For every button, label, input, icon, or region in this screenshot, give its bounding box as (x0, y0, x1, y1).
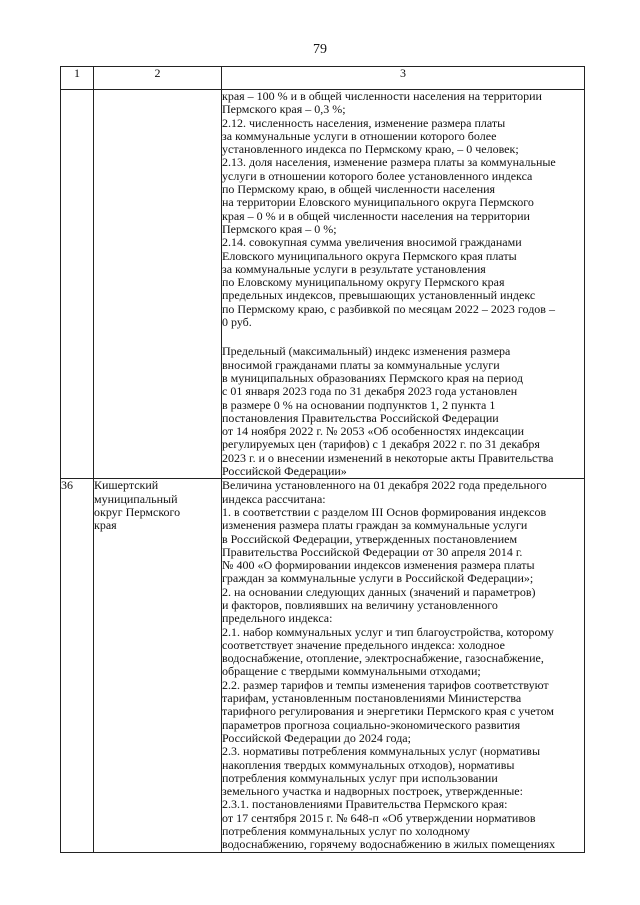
text-line: водоснабжению, горячему водоснабжению в жилых помещениях (222, 837, 556, 852)
text-line: края – 100 % и в общей численности населения на территории (222, 89, 542, 103)
text-line: услуги в отношении которого более установленного индекса (222, 168, 533, 183)
text-line: тарифного регулирования и энергетики Пермского края с учетом (222, 704, 555, 719)
text-line: 2.2. размер тарифов и темпы изменения тарифов соответствуют (222, 677, 549, 692)
continuation-name-cell (94, 90, 222, 479)
row-36-text-cell (222, 479, 585, 852)
header-col-1: 1 (61, 67, 94, 90)
text-line: индекса рассчитана: (222, 491, 326, 506)
text-line: земельного участка и надворных построек, утвержденные: (222, 784, 523, 799)
text-line: от 14 ноября 2022 г. № 2053 «Об особенностях индексации (222, 424, 525, 439)
text-line: края – 0 % и в общей численности населения на территории (222, 208, 530, 223)
text-line: в Российской Федерации, утвержденных постановлением (222, 531, 518, 546)
text-line: № 400 «О формировании индексов изменения размера платы (222, 558, 535, 573)
document-table (60, 66, 585, 853)
text-line: Российской Федерации до 2024 года; (222, 730, 411, 745)
continuation-paragraph-2 (222, 345, 584, 478)
text-line: 2.3. нормативы потребления коммунальных услуг (нормативы (222, 744, 540, 759)
text-line: Еловского муниципального округа Пермского края платы (222, 248, 517, 263)
text-line: предельных индексов, превышающих установленный индекс (222, 288, 536, 303)
text-line: за коммунальные услуги в отношении которого более (222, 128, 497, 143)
text-line: граждан за коммунальные услуги в Российской Федерации»; (222, 571, 534, 586)
header-col-3: 3 (222, 67, 585, 90)
text-line: 0 руб. (222, 315, 252, 330)
text-line: 2.1. набор коммунальных услуг и тип благоустройства, которому (222, 624, 554, 639)
text-line: на территории Еловского муниципального округа Пермского (222, 195, 534, 210)
text-line: 1. в соответствии с разделом III Основ формирования индексов (222, 504, 547, 519)
text-line: изменения размера платы граждан за коммунальные услуги (222, 518, 528, 533)
text-line: накопления твердых коммунальных отходов), нормативы (222, 757, 515, 772)
header-col-2: 2 (94, 67, 222, 90)
table-header-row (61, 67, 585, 90)
text-line: Пермского края – 0,3 %; (222, 102, 346, 117)
text-line: 2.12. численность населения, изменение размера платы (222, 115, 506, 130)
text-line: установленного индекса по Пермскому краю, – 0 человек; (222, 142, 519, 157)
text-line: постановления Правительства Российской Федерации (222, 410, 499, 425)
text-line: по Пермскому краю, с разбивкой по месяцам 2022 – 2023 годов – (222, 301, 555, 316)
text-line: водоснабжение, отопление, электроснабжение, газоснабжение, (222, 651, 544, 666)
text-line: 2.13. доля населения, изменение размера платы за коммунальные (222, 155, 556, 170)
text-line: 2.14. совокупная сумма увеличения вносимой гражданами (222, 235, 522, 250)
text-line: Российской Федерации» (222, 464, 347, 479)
text-line: регулируемых цен (тарифов) с 1 декабря 2022 г. по 31 декабря (222, 437, 540, 452)
text-line: параметров прогноза социально-экономического развития (222, 717, 521, 732)
text-line: 2.3.1. постановлениями Правительства Пермского края: (222, 797, 508, 812)
row-number-cell: 36 (61, 479, 94, 852)
text-line: 2. на основании следующих данных (значений и параметров) (222, 584, 536, 599)
page-number: 79 (313, 42, 327, 57)
municipality-name-line: округ Пермского (94, 504, 181, 519)
text-line: вносимой гражданами платы за коммунальные услуги (222, 357, 500, 372)
text-line: Предельный (максимальный) индекс изменения размера (222, 344, 511, 359)
continuation-paragraph-1 (222, 90, 584, 329)
text-line: от 17 сентября 2015 г. № 648-п «Об утверждении нормативов (222, 810, 536, 825)
municipality-name-cell (94, 479, 222, 852)
text-line: соответствует значение предельного индекса: холодное (222, 637, 505, 652)
text-line: предельного индекса: (222, 611, 333, 626)
municipality-name-line: муниципальный (94, 491, 178, 506)
text-line: потребления коммунальных услуг при использовании (222, 770, 498, 785)
text-line: потребления коммунальных услуг по холодному (222, 824, 471, 839)
municipality-name-line: края (94, 518, 117, 533)
text-line: Пермского края – 0 %; (222, 221, 337, 236)
text-line: за коммунальные услуги в результате установления (222, 261, 486, 276)
continuation-text-cell (222, 90, 585, 479)
text-line: по Еловскому муниципальному округу Пермского края (222, 275, 505, 290)
text-line: тарифам, установленным постановлениями Министерства (222, 691, 522, 706)
text-line: 2023 г. и о внесении изменений в некоторые акты Правительства (222, 450, 554, 465)
text-line: по Пермскому краю, в общей численности населения (222, 182, 496, 197)
text-line: и факторов, повлиявших на величину установленного (222, 597, 498, 612)
text-line: обращение с твердыми коммунальными отходами; (222, 664, 481, 679)
text-line: в муниципальных образованиях Пермского края на период (222, 370, 523, 385)
text-line: в размере 0 % на основании подпунктов 1, 2 пункта 1 (222, 397, 496, 412)
continuation-number-cell (61, 90, 94, 479)
table-row-36 (61, 479, 585, 852)
text-line: с 01 января 2023 года по 31 декабря 2023 года установлен (222, 384, 518, 399)
text-line: Величина установленного на 01 декабря 2022 года предельного (222, 478, 547, 493)
text-line: Правительства Российской Федерации от 30 апреля 2014 г. (222, 544, 523, 559)
table-row-continuation (61, 90, 585, 479)
municipality-name-line: Кишертский (94, 478, 159, 493)
